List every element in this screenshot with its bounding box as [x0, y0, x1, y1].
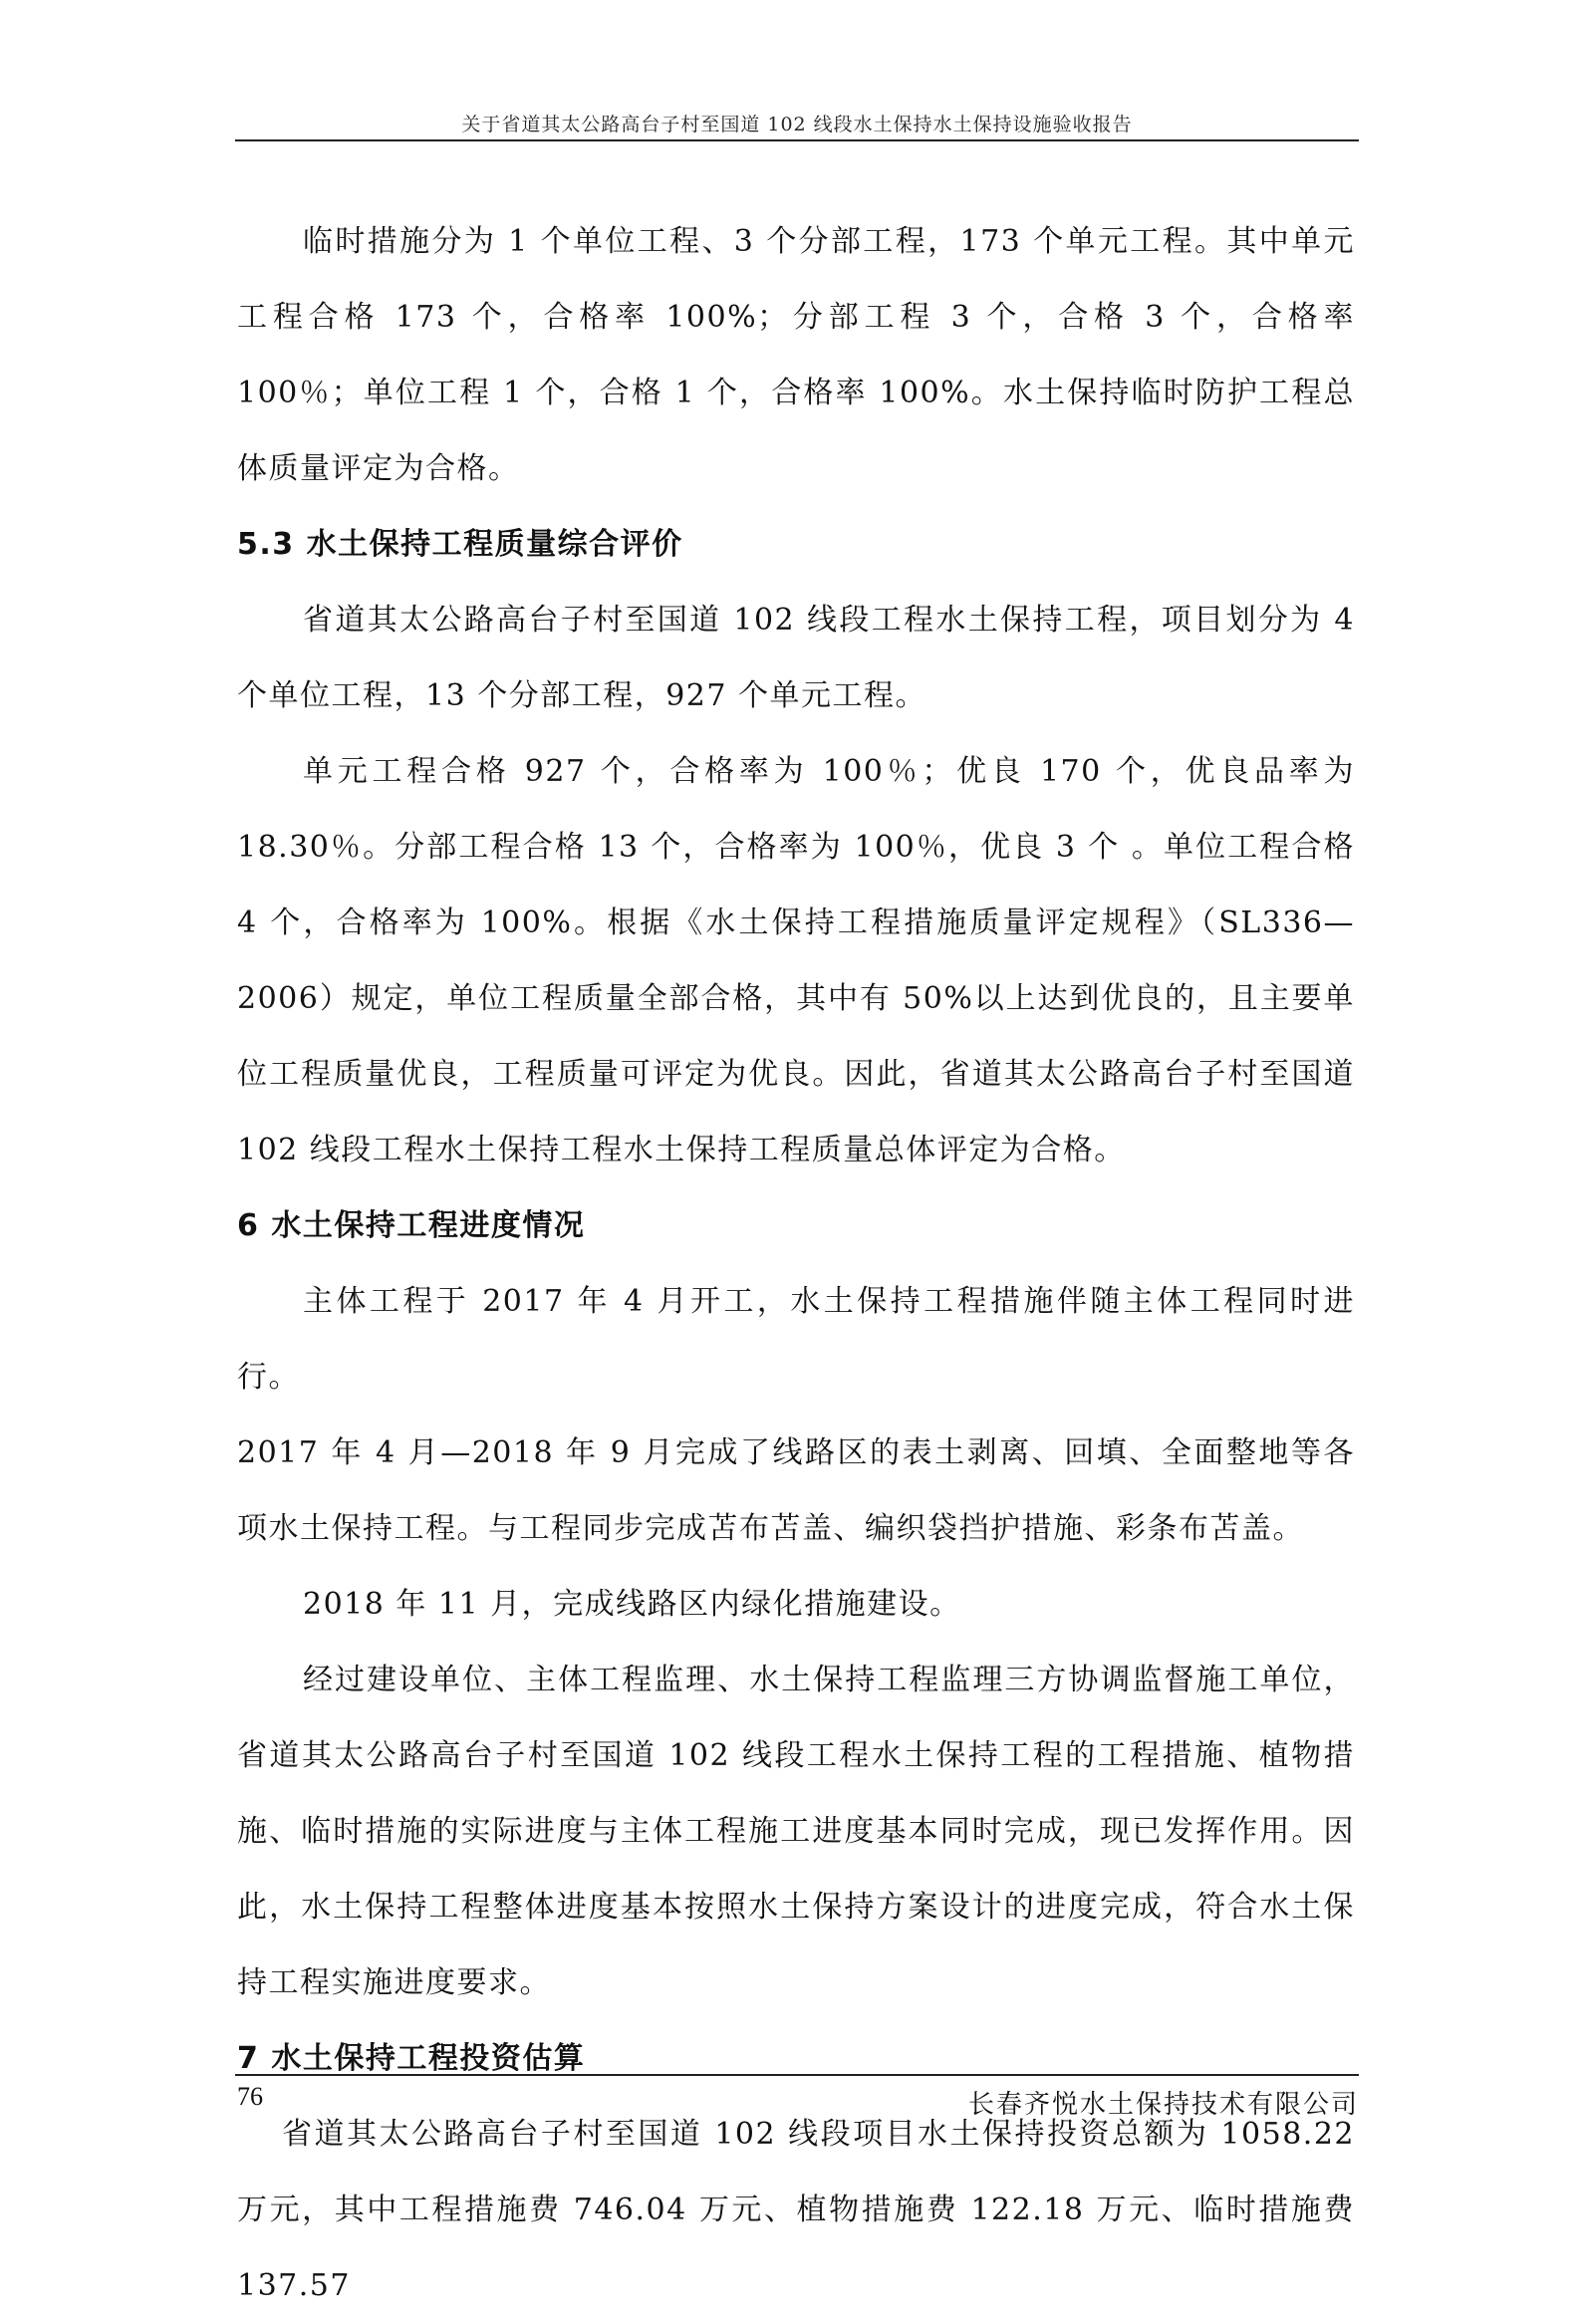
paragraph-project-division: 省道其太公路高台子村至国道 102 线段工程水土保持工程，项目划分为 4 个单位工程，13 个分部工程，927 个单元工程。	[237, 603, 1355, 713]
paragraph-investment: 省道其太公路高台子村至国道 102 线段项目水土保持投资总额为 1058.22 万元，其中工程措施费 746.04 万元、植物措施费 122.18 万元、临时措施费 137.57	[237, 2117, 1355, 2303]
paragraph-temporary-measures: 临时措施分为 1 个单位工程、3 个分部工程，173 个单元工程。其中单元工程合格 173 个，合格率 100%；分部工程 3 个，合格 3 个，合格率 100％；单位工程 1 个，合格 1 个，合格率 100%。水土保持临时防护工程总体质量评定为合格。	[237, 224, 1355, 486]
running-header: 关于省道其太公路高台子村至国道 102 线段水土保持水土保持设施验收报告	[461, 114, 1133, 135]
page-content	[237, 204, 1355, 2324]
paragraph-construction-start: 主体工程于 2017 年 4 月开工，水土保持工程措施伴随主体工程同时进行。	[237, 1284, 1355, 1395]
paragraph-progress-summary: 经过建设单位、主体工程监理、水土保持工程监理三方协调监督施工单位，省道其太公路高台子村至国道 102 线段工程水土保持工程的工程措施、植物措施、临时措施的实际进度与主体工程施工进度基本同时完成，现已发挥作用。因此，水土保持工程整体进度基本按照水土保持方案设计的进度完成，符合水土保持工程实施进度要求。	[237, 1663, 1355, 2000]
footer-company: 长春齐悦水土保持技术有限公司	[967, 2090, 1359, 2120]
header-divider	[235, 139, 1359, 141]
footer-divider	[235, 2074, 1359, 2076]
section-heading-7: 7 水土保持工程投资估算	[237, 2041, 586, 2076]
paragraph-quality-evaluation: 单元工程合格 927 个，合格率为 100％；优良 170 个，优良品率为 18.30％。分部工程合格 13 个，合格率为 100％，优良 3 个 。单位工程合格 4 个，合格率为 100%。根据《水土保持工程措施质量评定规程》（SL336—2006）规定，单位工程质量全部合格，其中有 50%以上达到优良的，且主要单位工程质量优良，工程质量可评定为优良。因此，省道其太公路高台子村至国道 102 线段工程水土保持工程水土保持工程质量总体评定为合格。	[237, 754, 1355, 1167]
section-heading-5-3: 5.3 水土保持工程质量综合评价	[237, 527, 683, 562]
paragraph-greening: 2018 年 11 月，完成线路区内绿化措施建设。	[303, 1587, 961, 1622]
paragraph-construction-period: 2017 年 4 月—2018 年 9 月完成了线路区的表土剥离、回填、全面整地等各项水土保持工程。与工程同步完成苫布苫盖、编织袋挡护措施、彩条布苫盖。	[237, 1435, 1355, 1546]
page-number: 76	[237, 2082, 263, 2111]
section-heading-6: 6 水土保持工程进度情况	[237, 1208, 586, 1243]
